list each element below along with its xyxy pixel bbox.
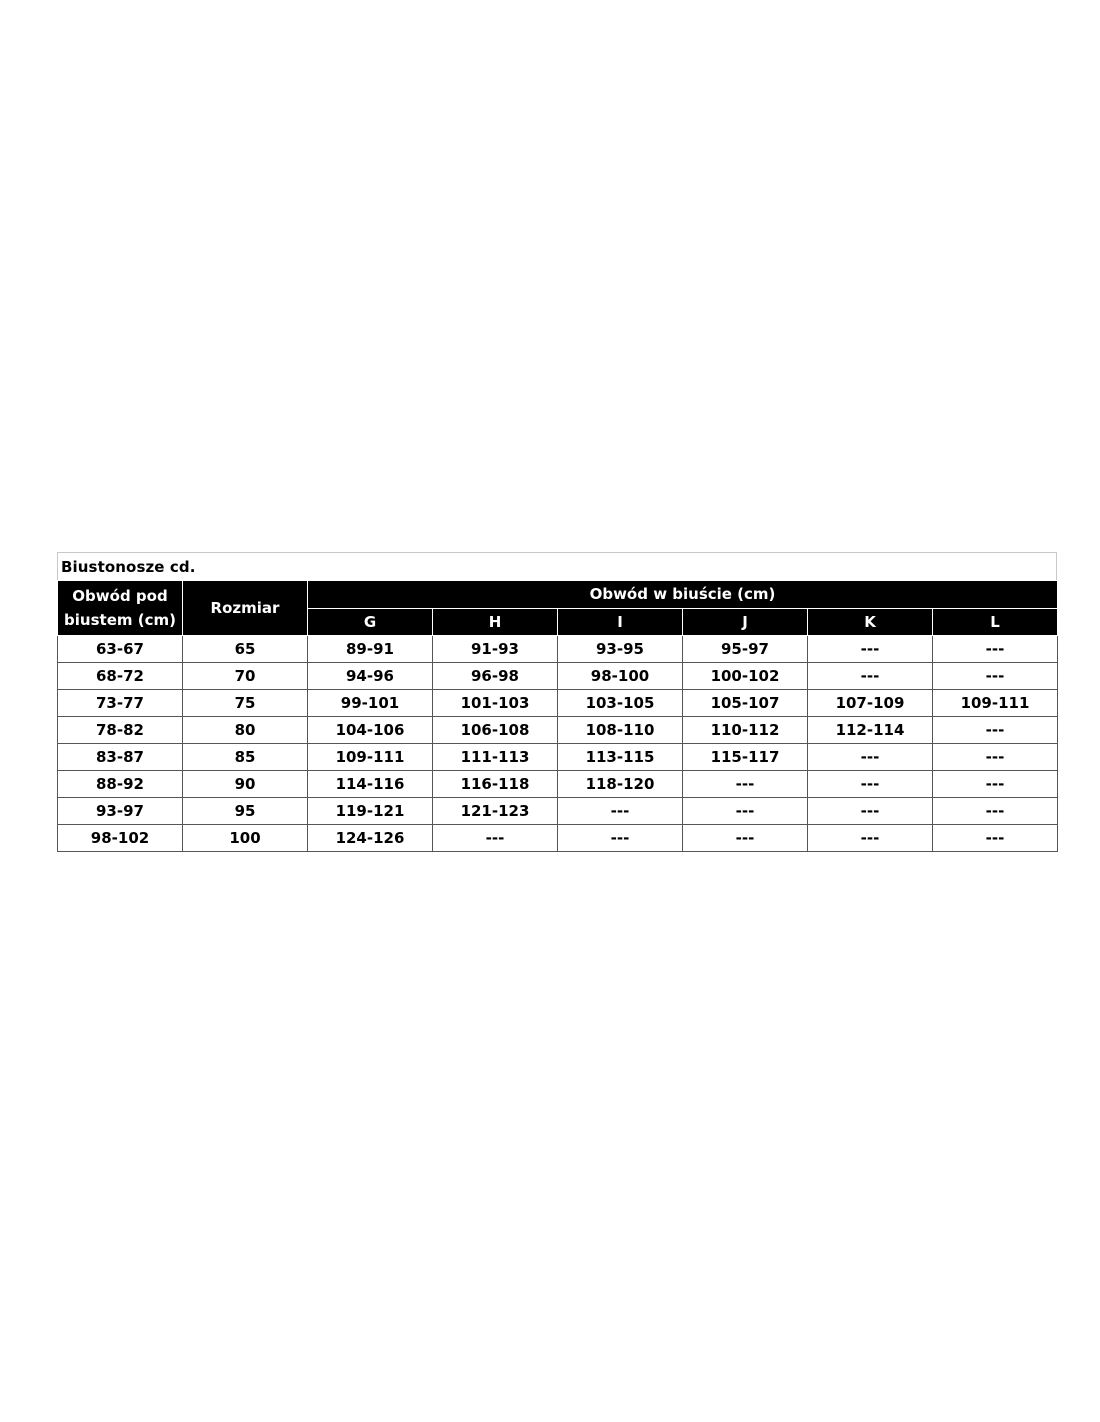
size-cell: 80: [183, 717, 308, 744]
cup-i-cell: ---: [558, 825, 683, 852]
cup-i-cell: 113-115: [558, 744, 683, 771]
cup-i-cell: 98-100: [558, 663, 683, 690]
cup-k-cell: ---: [808, 636, 933, 663]
cup-k-cell: ---: [808, 771, 933, 798]
cup-l-cell: ---: [933, 663, 1058, 690]
cup-l-cell: ---: [933, 636, 1058, 663]
cup-h-cell: ---: [433, 825, 558, 852]
cup-k-cell: 112-114: [808, 717, 933, 744]
underbust-cell: 68-72: [58, 663, 183, 690]
cup-k-cell: ---: [808, 744, 933, 771]
cup-l-cell: ---: [933, 771, 1058, 798]
cup-i-cell: 103-105: [558, 690, 683, 717]
table-row: [58, 690, 1058, 717]
size-cell: 65: [183, 636, 308, 663]
cup-l-cell: 109-111: [933, 690, 1058, 717]
table-row: [58, 717, 1058, 744]
cup-g-cell: 124-126: [308, 825, 433, 852]
cup-j-cell: ---: [683, 798, 808, 825]
underbust-cell: 73-77: [58, 690, 183, 717]
cup-j-cell: 95-97: [683, 636, 808, 663]
cup-g-cell: 114-116: [308, 771, 433, 798]
size-cell: 70: [183, 663, 308, 690]
table-row: [58, 636, 1058, 663]
cup-header-i: I: [558, 608, 683, 636]
cup-h-cell: 91-93: [433, 636, 558, 663]
cup-g-cell: 89-91: [308, 636, 433, 663]
cup-h-cell: 111-113: [433, 744, 558, 771]
cup-l-cell: ---: [933, 744, 1058, 771]
size-cell: 100: [183, 825, 308, 852]
cup-l-cell: ---: [933, 717, 1058, 744]
size-header: Rozmiar: [183, 581, 308, 636]
cup-header-h: H: [433, 608, 558, 636]
underbust-cell: 93-97: [58, 798, 183, 825]
size-cell: 75: [183, 690, 308, 717]
cup-header-j: J: [683, 608, 808, 636]
cup-i-cell: 108-110: [558, 717, 683, 744]
underbust-cell: 83-87: [58, 744, 183, 771]
size-cell: 85: [183, 744, 308, 771]
table-row: [58, 771, 1058, 798]
underbust-cell: 63-67: [58, 636, 183, 663]
cup-j-cell: 100-102: [683, 663, 808, 690]
cup-j-cell: 110-112: [683, 717, 808, 744]
cup-h-cell: 106-108: [433, 717, 558, 744]
cup-j-cell: ---: [683, 825, 808, 852]
cup-g-cell: 104-106: [308, 717, 433, 744]
cup-k-cell: 107-109: [808, 690, 933, 717]
cup-g-cell: 99-101: [308, 690, 433, 717]
cup-h-cell: 101-103: [433, 690, 558, 717]
cup-header-l: L: [933, 608, 1058, 636]
size-cell: 90: [183, 771, 308, 798]
cup-h-cell: 121-123: [433, 798, 558, 825]
table-row: [58, 798, 1058, 825]
underbust-cell: 88-92: [58, 771, 183, 798]
cup-k-cell: ---: [808, 825, 933, 852]
bra-size-table: [57, 580, 1058, 852]
cup-j-cell: 115-117: [683, 744, 808, 771]
cup-k-cell: ---: [808, 798, 933, 825]
cup-header-k: K: [808, 608, 933, 636]
table-body: [58, 636, 1058, 852]
underbust-cell: 78-82: [58, 717, 183, 744]
cup-h-cell: 116-118: [433, 771, 558, 798]
table-row: [58, 663, 1058, 690]
underbust-header: Obwód pod biustem (cm): [58, 581, 183, 636]
cup-j-cell: ---: [683, 771, 808, 798]
bust-group-header: Obwód w biuście (cm): [308, 581, 1058, 609]
cup-h-cell: 96-98: [433, 663, 558, 690]
cup-g-cell: 109-111: [308, 744, 433, 771]
cup-j-cell: 105-107: [683, 690, 808, 717]
table-row: [58, 744, 1058, 771]
cup-i-cell: 118-120: [558, 771, 683, 798]
cup-l-cell: ---: [933, 825, 1058, 852]
cup-i-cell: ---: [558, 798, 683, 825]
cup-header-g: G: [308, 608, 433, 636]
cup-i-cell: 93-95: [558, 636, 683, 663]
underbust-cell: 98-102: [58, 825, 183, 852]
cup-g-cell: 94-96: [308, 663, 433, 690]
table-row: [58, 825, 1058, 852]
cup-k-cell: ---: [808, 663, 933, 690]
cup-l-cell: ---: [933, 798, 1058, 825]
size-chart: [57, 552, 1057, 852]
size-cell: 95: [183, 798, 308, 825]
cup-g-cell: 119-121: [308, 798, 433, 825]
table-caption: Biustonosze cd.: [57, 552, 1057, 580]
